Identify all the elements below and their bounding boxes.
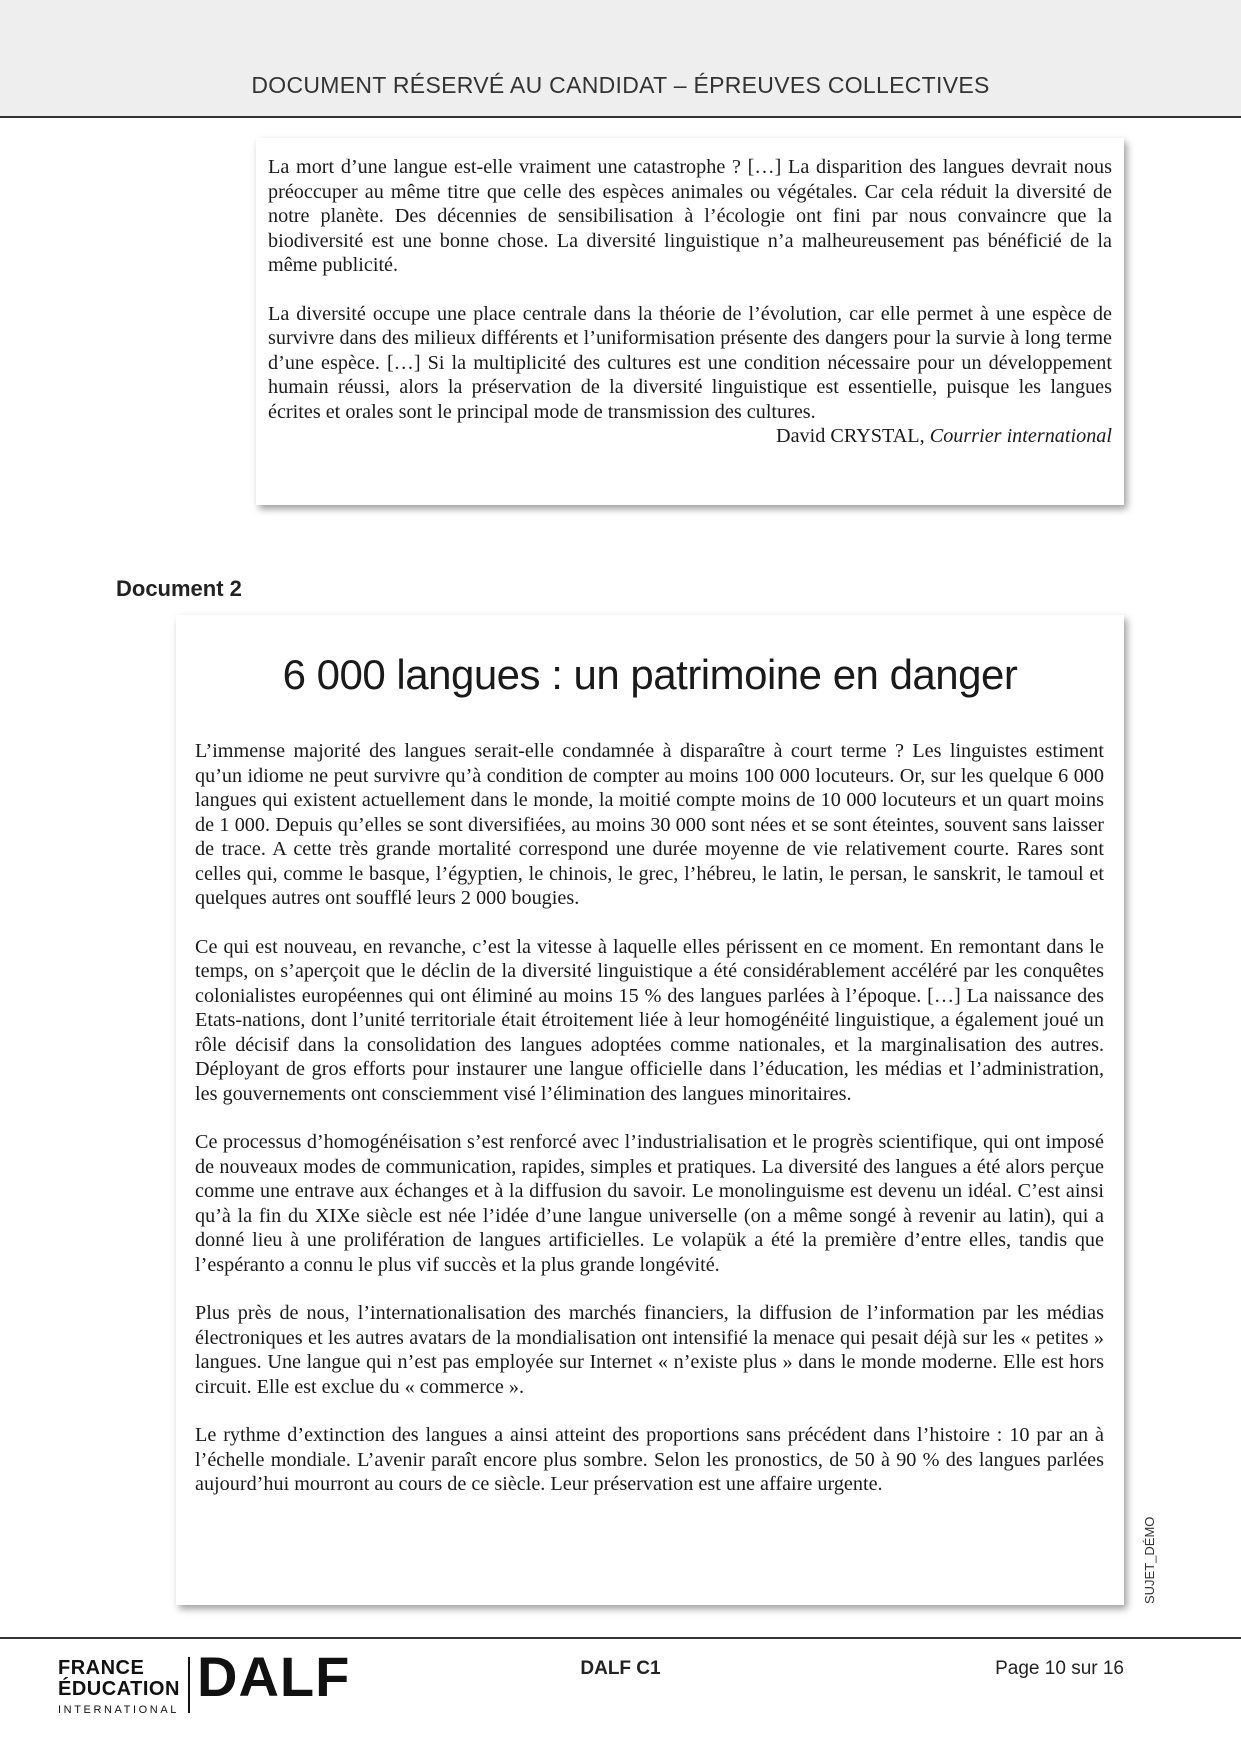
- document-1-body: [268, 155, 1112, 449]
- source-publication: Courrier international: [929, 425, 1112, 447]
- article-paragraph: L’immense majorité des langues serait-elle condamnée à disparaître à court terme ? Les linguistes estiment qu’un idiome ne peut survivre qu’à condition de compter au moins 100 000 locuteurs. Or, sur les quelque 6 000 langues qui existent actuellement dans le monde, la moitié compte moins de 10 000 locuteurs et un quart moins de 1 000. Depuis qu’elles se sont diversifiées, au moins 30 000 sont nées et se sont éteintes, souvent sans laisser de trace. A cette très grande mortalité correspond une durée moyenne de vie relativement courte. Rares sont celles qui, comme le basque, l’égyptien, le chinois, le grec, l’hébreu, le latin, le persan, le sanskrit, le tamoul et quelques autres ont soufflé leurs 2 000 bougies.: [195, 740, 1104, 909]
- document-1-excerpt: [256, 138, 1124, 505]
- footer-divider: [0, 1637, 1241, 1639]
- footer-exam-name: DALF C1: [580, 1658, 661, 1679]
- article-body: [195, 739, 1104, 1497]
- logo-line-3: INTERNATIONAL: [58, 1704, 179, 1716]
- article-paragraph: Ce processus d’homogénéisation s’est renforcé avec l’industrialisation et le progrès scientifique, qui ont imposé de nouveaux modes de communication, rapides, simples et pratiques. La diversité des langues a été alors perçue comme une entrave aux échanges et à la diffusion du savoir. Le monolinguisme est devenu un idéal. C’est ainsi qu’à la fin du XIXe siècle est née l’idée d’une langue universelle (on a même songé à revenir au latin), qui a donné lieu à une prolifération de langues artificielles. Le volapük a été la première d’entre elles, tandis que l’espéranto a connu le plus vif succès et la plus grande longévité.: [195, 1131, 1104, 1276]
- document-1-paragraph: La mort d’une langue est-elle vraiment une catastrophe ? […] La disparition des langues devrait nous préoccuper au même titre que celle des espèces animales ou végétales. Car cela réduit la diversité de notre planète. Des décennies de sensibilisation à l’écologie ont fini par nous convaincre que la biodiversité est une bonne chose. La diversité linguistique n’a malheureusement pas bénéficié de la même publicité.: [268, 156, 1112, 276]
- article-paragraph: Le rythme d’extinction des langues a ainsi atteint des proportions sans précédent dans l’histoire : 10 par an à l’échelle mondiale. L’avenir paraît encore plus sombre. Selon les pronostics, de 50 à 90 % des langues parlées aujourd’hui mourront au cours de ce siècle. Leur préservation est une affaire urgente.: [195, 1424, 1104, 1495]
- header-title: DOCUMENT RÉSERVÉ AU CANDIDAT – ÉPREUVES COLLECTIVES: [251, 72, 990, 98]
- dalf-logo: DALF: [197, 1645, 351, 1708]
- side-code-label: SUJET_DÉMO: [1142, 1516, 1157, 1604]
- source-author: David CRYSTAL,: [776, 425, 930, 447]
- article-paragraph: Ce qui est nouveau, en revanche, c’est la vitesse à laquelle elles périssent en ce moment. En remontant dans le temps, on s’aperçoit que le déclin de la diversité linguistique a été considérablement accéléré par les conquêtes colonialistes européennes qui ont éliminé au moins 15 % des langues parlées à l’époque. […] La naissance des Etats-nations, dont l’unité territoriale était étroitement liée à leur homogénéité linguistique, a également joué un rôle décisif dans la consolidation des langues adoptées comme nationales, et la marginalisation des autres. Déployant de gros efforts pour instaurer une langue officielle dans l’éducation, les médias et l’administration, les gouvernements ont consciemment visé l’élimination des langues minoritaires.: [195, 935, 1104, 1105]
- article-paragraph: Plus près de nous, l’internationalisation des marchés financiers, la diffusion de l’information par les médias électroniques et les autres avatars de la mondialisation ont intensifié la menace qui pesait déjà sur les « petites » langues. Une langue qui n’est pas employée sur Internet « n’existe plus » dans le monde moderne. Elle est hors circuit. Elle est exclue du « commerce ».: [195, 1302, 1104, 1398]
- document-1-paragraph: La diversité occupe une place centrale dans la théorie de l’évolution, car elle permet à une espèce de survivre dans des milieux différents et l’uniformisation présente des dangers pour la survie à long terme d’une espèce. […] Si la multiplicité des cultures est une condition nécessaire pour un développement humain réussi, alors la préservation de la diversité linguistique est essentielle, puisque les langues écrites et orales sont le principal mode de transmission des cultures.: [268, 302, 1112, 423]
- page-header: [0, 0, 1241, 118]
- footer-page-number: Page 10 sur 16: [995, 1658, 1124, 1679]
- article-title: 6 000 langues : un patrimoine en danger: [282, 651, 1018, 698]
- logo-line-1: FRANCE: [58, 1657, 145, 1679]
- document-2-article: [176, 615, 1124, 1605]
- document-1-source: [268, 424, 1112, 449]
- logo-line-2: ÉDUCATION: [58, 1678, 180, 1700]
- document-2-label: Document 2: [116, 576, 242, 601]
